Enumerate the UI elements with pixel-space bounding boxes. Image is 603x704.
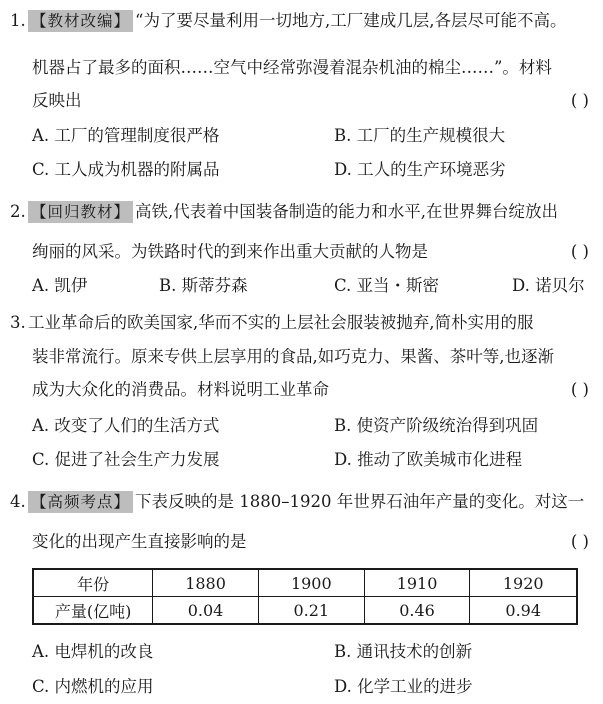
question-text: 工业革命后的欧美国家,华而不实的上层社会服装被抛弃,简朴实用的服: [28, 313, 534, 332]
question-text: 成为大众化的消费品。材料说明工业革命: [32, 380, 329, 399]
answer-blank: ( ): [570, 380, 589, 399]
question-text: 变化的出现产生直接影响的是: [32, 532, 247, 551]
answer-blank: ( ): [570, 532, 589, 551]
table-header-cell: 1910: [364, 569, 470, 597]
option-b: B. 通讯技术的创新: [334, 642, 473, 661]
option-b: B. 斯蒂芬森: [159, 276, 248, 295]
table-cell: 产量(亿吨): [33, 597, 153, 625]
question-3-line-1: [0, 311, 603, 335]
question-text: 绚丽的风采。为铁路时代的到来作出重大贡献的人物是: [32, 242, 428, 261]
question-text: 机器占了最多的面积……空气中经常弥漫着混杂机油的棉尘……”。材料: [32, 58, 552, 77]
question-4-options-row-2: [0, 675, 603, 699]
question-1-options-row-2: [0, 158, 603, 182]
table-header-cell: 1880: [153, 569, 259, 597]
table-cell: 0.94: [470, 597, 577, 625]
option-c: C. 促进了社会生产力发展: [32, 450, 220, 469]
question-3-line-3: [0, 378, 603, 402]
question-number: 3.: [10, 313, 26, 332]
option-c: C. 内燃机的应用: [32, 677, 154, 696]
table-header-cell: 1920: [470, 569, 577, 597]
question-3-options-row-1: [0, 414, 603, 438]
table-cell: 0.04: [153, 597, 259, 625]
question-1-line-2: [0, 56, 603, 80]
question-tag: 【高频考点】: [28, 491, 133, 513]
question-4-options-row-1: [0, 640, 603, 664]
option-d: D. 工人的生产环境恶劣: [334, 160, 506, 179]
table-header-cell: 年份: [33, 569, 153, 597]
question-number: 1.: [10, 11, 26, 30]
answer-blank: ( ): [570, 91, 589, 110]
question-4-line-2: [0, 530, 603, 554]
option-b: B. 工厂的生产规模很大: [334, 126, 506, 145]
option-d: D. 化学工业的进步: [334, 677, 473, 696]
question-text: “为了要尽量利用一切地方,工厂建成几层,各层尽可能不高。: [135, 11, 567, 30]
question-3-options-row-2: [0, 448, 603, 472]
question-tag: 【教材改编】: [28, 10, 133, 32]
table-row: [33, 597, 577, 625]
question-2-line-1: [0, 200, 603, 224]
option-a: A. 工厂的管理制度很严格: [32, 126, 220, 145]
question-3-line-2: [0, 345, 603, 369]
option-c: C. 工人成为机器的附属品: [32, 160, 220, 179]
question-text: 反映出: [32, 91, 82, 110]
question-number: 4.: [10, 492, 26, 511]
question-text: 装非常流行。原来专供上层享用的食品,如巧克力、果酱、茶叶等,也逐渐: [32, 347, 554, 366]
table-header-cell: 1900: [258, 569, 364, 597]
question-tag: 【回归教材】: [28, 201, 133, 223]
question-text: 下表反映的是 1880–1920 年世界石油年产量的变化。对这一: [135, 492, 585, 511]
question-1-line-3: [0, 89, 603, 113]
table-header-row: [33, 569, 577, 597]
question-1-options-row-1: [0, 124, 603, 148]
option-d: D. 诺贝尔: [512, 276, 585, 295]
table-cell: 0.46: [364, 597, 470, 625]
option-a: A. 改变了人们的生活方式: [32, 416, 220, 435]
table-cell: 0.21: [258, 597, 364, 625]
question-1-line-1: [0, 9, 603, 33]
oil-production-table: [32, 568, 578, 625]
option-d: D. 推动了欧美城市化进程: [334, 450, 523, 469]
option-c: C. 亚当・斯密: [334, 276, 440, 295]
question-number: 2.: [10, 202, 26, 221]
question-4-line-1: [0, 490, 603, 514]
option-a: A. 凯伊: [32, 276, 88, 295]
answer-blank: ( ): [570, 242, 589, 261]
question-2-line-2: [0, 240, 603, 264]
option-a: A. 电焊机的改良: [32, 642, 154, 661]
question-2-options-row: [0, 274, 603, 298]
question-text: 高铁,代表着中国装备制造的能力和水平,在世界舞台绽放出: [135, 202, 559, 221]
option-b: B. 使资产阶级统治得到巩固: [334, 416, 539, 435]
